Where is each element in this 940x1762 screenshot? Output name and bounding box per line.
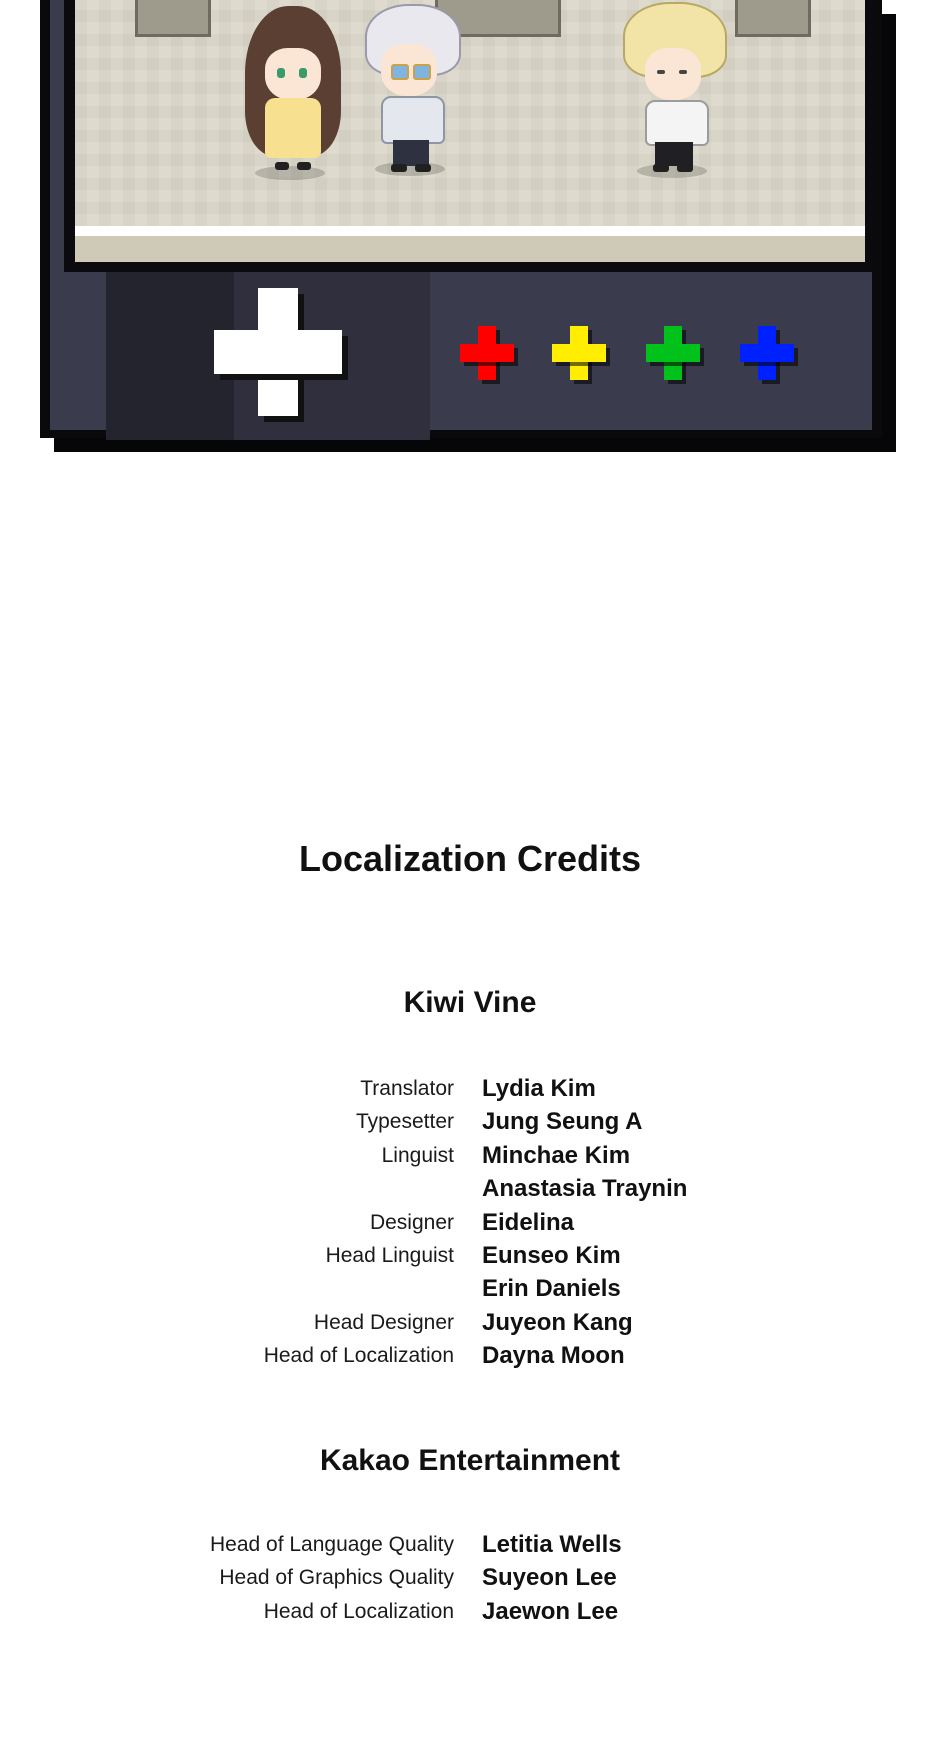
game-console-illustration [40, 0, 896, 452]
character-girl [235, 6, 355, 186]
credit-name: Letitia Wells [482, 1531, 622, 1558]
credit-row [0, 1072, 940, 1105]
credit-name: Jung Seung A [482, 1108, 643, 1136]
credit-row [0, 1595, 940, 1628]
character-white-hair-boy [357, 4, 467, 184]
credit-role: Head Designer [313, 1310, 454, 1334]
credit-row [0, 1272, 940, 1305]
game-screen [75, 0, 865, 262]
credit-name: Suyeon Lee [482, 1564, 617, 1592]
kakao-entertainment-credits [0, 1528, 940, 1628]
credit-role: Head Linguist [325, 1243, 454, 1267]
character-blond-boy [613, 2, 733, 186]
credit-name: Eunseo Kim [482, 1241, 621, 1269]
credit-role: Head of Localization [263, 1599, 454, 1623]
credit-name: Dayna Moon [482, 1342, 625, 1370]
boy-face-glasses [381, 44, 437, 96]
glasses-icon [391, 64, 409, 80]
credit-row [0, 1339, 940, 1372]
floor [75, 236, 865, 262]
yellow-button-icon [552, 326, 606, 380]
girl-face [265, 48, 321, 100]
white-shirt [645, 100, 709, 146]
yellow-dress [265, 98, 321, 158]
credit-row [0, 1561, 940, 1594]
floor-edge [75, 226, 865, 236]
dpad-icon [214, 288, 342, 416]
credit-row [0, 1105, 940, 1138]
credit-role: Head of Graphics Quality [219, 1566, 454, 1590]
credit-role: Head of Language Quality [209, 1533, 454, 1556]
credit-row [0, 1528, 940, 1561]
credit-name: Lydia Kim [482, 1075, 596, 1102]
blue-button-icon [740, 326, 794, 380]
credit-row [0, 1172, 940, 1205]
credit-row [0, 1239, 940, 1272]
credit-row [0, 1306, 940, 1339]
credit-role: Designer [369, 1210, 454, 1234]
kiwi-vine-credits [0, 1072, 940, 1373]
section-title-kiwi-vine: Kiwi Vine [403, 986, 537, 1019]
credit-name: Erin Daniels [482, 1275, 621, 1303]
section-title-kakao-entertainment: Kakao Entertainment [319, 1444, 621, 1477]
credit-role: Head of Localization [263, 1344, 454, 1368]
credit-row [0, 1206, 940, 1239]
credits-title: Localization Credits [298, 838, 642, 879]
credit-role: Linguist [381, 1143, 454, 1167]
credit-name: Eidelina [482, 1208, 575, 1236]
credit-name: Minchae Kim [482, 1141, 631, 1169]
green-button-icon [646, 326, 700, 380]
chair-leg-left [135, 0, 211, 37]
credit-name: Jaewon Lee [482, 1597, 619, 1625]
chair-leg-right [735, 0, 811, 37]
credit-name: Anastasia Traynin [482, 1175, 688, 1203]
credit-role: Translator [360, 1077, 454, 1100]
credit-name: Juyeon Kang [482, 1308, 633, 1336]
credit-role: Typesetter [355, 1110, 454, 1134]
blond-boy-face [645, 48, 701, 100]
credit-row [0, 1139, 940, 1172]
white-shirt [381, 96, 445, 144]
red-button-icon [460, 326, 514, 380]
